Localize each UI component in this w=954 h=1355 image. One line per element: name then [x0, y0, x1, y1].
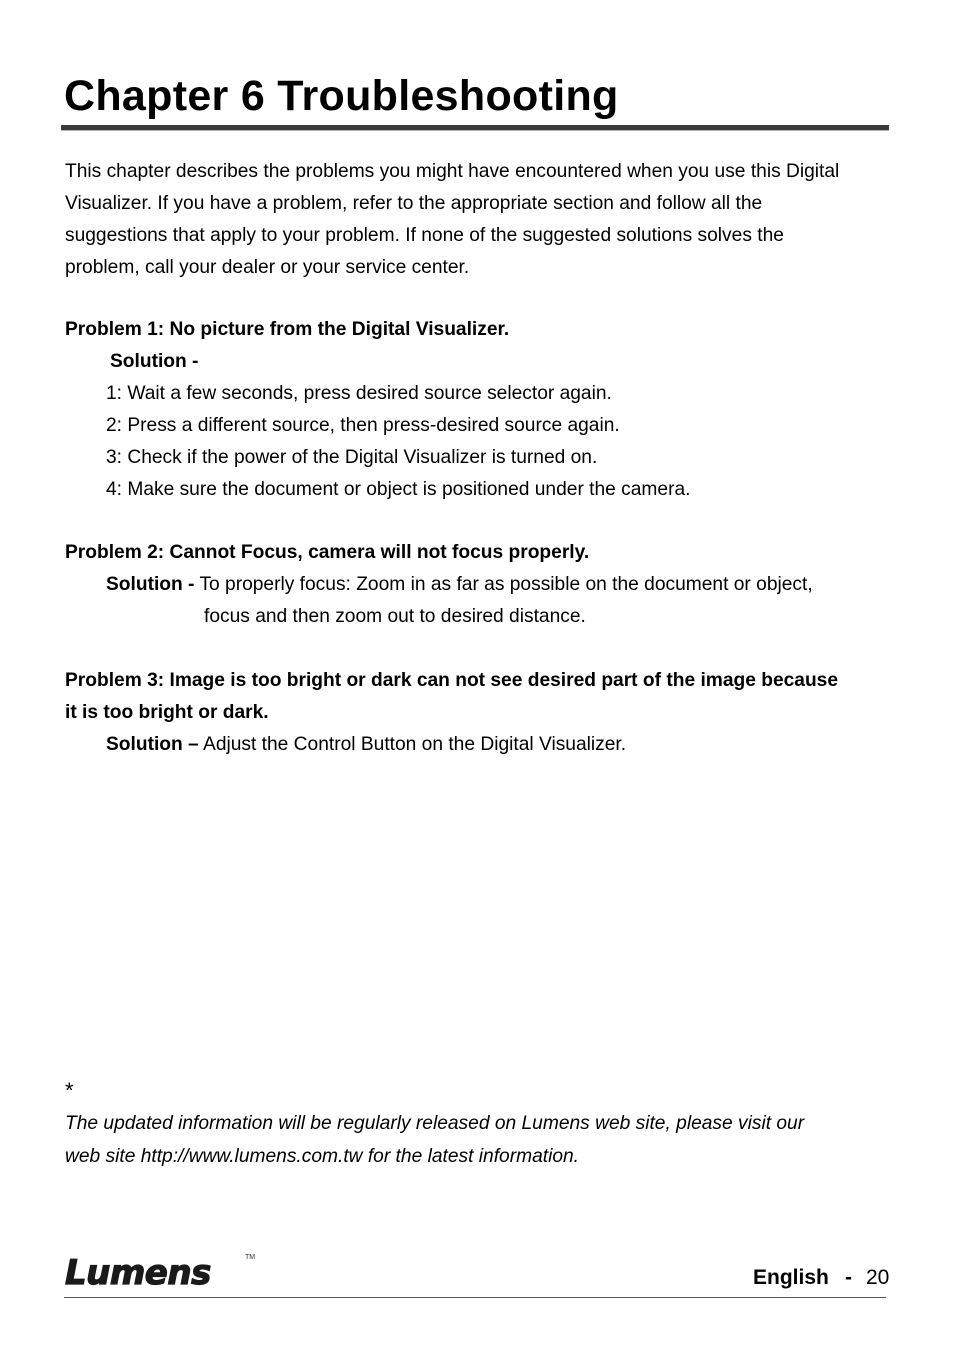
footnote-line: web site http://www.lumens.com.tw for the latest information.: [65, 1146, 580, 1167]
problem-3-heading-continued: it is too bright or dark.: [65, 702, 269, 723]
intro-paragraph: [65, 156, 895, 284]
problem-2-heading: Problem 2: Cannot Focus, camera will not focus properly.: [65, 542, 590, 563]
problem-2-solution: [106, 569, 813, 601]
footer-separator: -: [845, 1266, 852, 1289]
intro-line: Visualizer. If you have a problem, refer to the appropriate section and follow all the: [65, 193, 763, 214]
intro-line: This chapter describes the problems you might have encountered when you use this Digital: [65, 161, 840, 182]
intro-line: suggestions that apply to your problem. If none of the suggested solutions solves the: [65, 225, 784, 246]
problem-2-solution-continued: focus and then zoom out to desired distance.: [204, 606, 586, 627]
intro-line: problem, call your dealer or your service center.: [65, 257, 470, 278]
problem-1-step: 3: Check if the power of the Digital Visualizer is turned on.: [106, 447, 598, 468]
lumens-logo: [63, 1247, 263, 1293]
title-rule-shadow: [61, 130, 889, 131]
page-title: Chapter 6 Troubleshooting: [64, 72, 619, 120]
logo-wordmark: Lumens: [65, 1253, 211, 1293]
footnote-marker: *: [65, 1078, 74, 1103]
problem-3-solution-text: Adjust the Control Button on the Digital Visualizer.: [203, 734, 627, 755]
problem-1-step: 2: Press a different source, then press-desired source again.: [106, 415, 620, 436]
problem-3-heading: Problem 3: Image is too bright or dark can not see desired part of the image because: [65, 670, 839, 691]
problem-2-solution-text: To properly focus: Zoom in as far as possible on the document or object,: [199, 574, 813, 595]
problem-3-solution-label: Solution –: [106, 734, 199, 755]
footer-rule: [64, 1297, 886, 1298]
footer-language: English: [753, 1266, 829, 1289]
problem-2-solution-label: Solution -: [106, 574, 195, 595]
problem-3-solution: [106, 729, 626, 761]
footnote: [65, 1074, 804, 1173]
page-number: 20: [866, 1266, 890, 1289]
logo-trademark: TM: [245, 1254, 256, 1261]
problem-1-solution-label: Solution -: [110, 351, 199, 372]
problem-1-heading: Problem 1: No picture from the Digital Visualizer.: [65, 319, 510, 340]
problem-1-step: 4: Make sure the document or object is positioned under the camera.: [106, 479, 691, 500]
footnote-line: * The updated information will be regularly released on Lumens web site, please visit our: [65, 1074, 804, 1140]
problem-1-step: 1: Wait a few seconds, press desired source selector again.: [106, 383, 612, 404]
